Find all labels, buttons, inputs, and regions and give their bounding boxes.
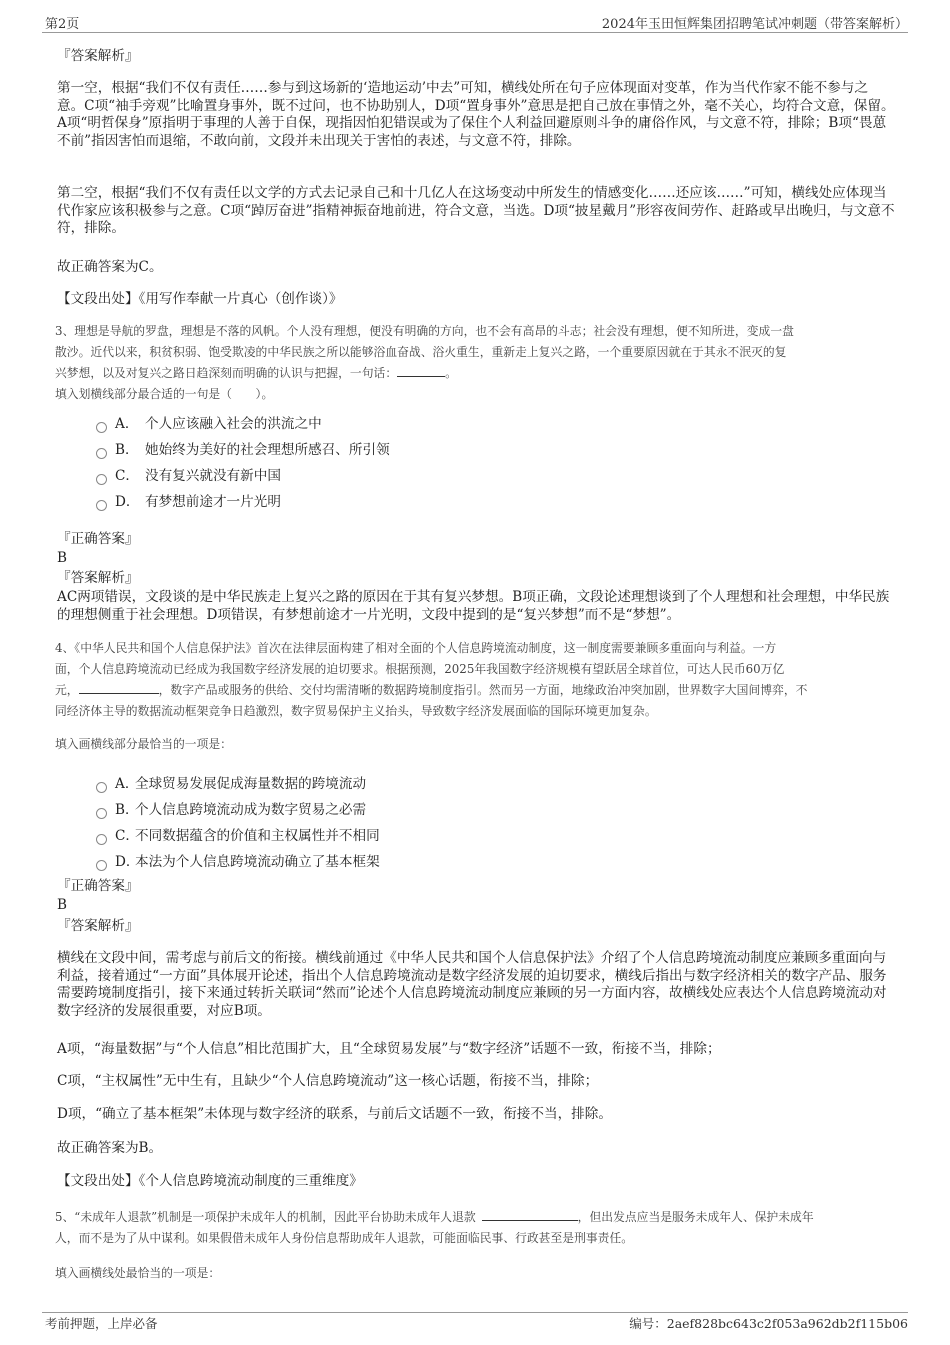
document-title: 2024年玉田恒辉集团招聘笔试冲刺题（带答案解析） (601, 17, 908, 32)
question-prompt: 填入画横线处最恰当的一项是： (55, 1266, 221, 1280)
analysis-label: 『答案解析』 (57, 918, 139, 934)
radio-icon[interactable] (96, 782, 107, 793)
footer-slogan: 考前押题，上岸必备 (45, 1316, 158, 1331)
source-citation: 【文段出处】《用写作奉献一片真心（创作谈）》 (57, 291, 343, 307)
stem-line: 4、《中华人民共和国个人信息保护法》首次在法律层面构建了相对全面的个人信息跨境流动制度，这一制度需要兼顾多重面向与利益。一方 (55, 641, 777, 655)
analysis-paragraph: 第一空，根据“我们不仅有责任……参与到这场新的‘造地运动’中去”可知，横线处所在句子应体现面对变革，作为当代作家不能不参与之意。C项“袖手旁观”比喻置身事外，既不过问，也不协助别人，D项“置身事外”意思是把自己放在事情之外，毫不关心，均符合文意，保留。A项“明哲保身”原指明于事理的人善于自保，现指因怕犯错误或为了保住个人利益回避原则斗争的庸俗作风，与文意不符，排除；B项“畏葸不前”指因害怕而退缩，不敢向前，文段并未出现关于害怕的表述，与文意不符，排除。 (57, 80, 895, 149)
option-d[interactable]: D．本法为个人信息跨境流动确立了基本框架 (96, 850, 380, 871)
header-divider (42, 32, 908, 33)
source-citation: 【文段出处】《个人信息跨境流动制度的三重维度》 (57, 1173, 363, 1189)
correct-answer: B (57, 897, 67, 913)
stem-line: 面，个人信息跨境流动已经成为我国数字经济发展的迫切要求。根据预测，2025年我国数字经济规模有望跃居全球首位，可达人民币60万亿 (55, 662, 785, 676)
question-prompt: 填入画横线部分最恰当的一项是： (55, 737, 232, 751)
analysis-paragraph: AC两项错误，文段谈的是中华民族走上复兴之路的原因在于其有复兴梦想。B项正确，文段论述理想谈到了个人理想和社会理想，中华民族的理想侧重于社会理想。D项错误，有梦想前途才一片光明，文段中提到的是“复兴梦想”而不是“梦想”。 (57, 589, 890, 623)
radio-icon[interactable] (96, 474, 107, 485)
analysis-paragraph: 横线在文段中间，需考虑与前后文的衔接。横线前通过《中华人民共和国个人信息保护法》介绍了个人信息跨境流动制度应兼顾多重面向与利益，接着通过“一方面”具体展开论述，指出个人信息跨境流动是数字经济发展的迫切要求，横线后指出与数字经济相关的数字产品、服务需要跨境制度指引，接下来通过转折关联词“然而”论述个人信息跨境流动制度应兼顾的另一方面内容，故横线处应表达个人信息跨境流动对数字经济的发展很重要，对应B项。 (57, 950, 887, 1019)
question-stem (55, 321, 900, 405)
stem-line: 3、理想是导航的罗盘，理想是不落的风帆。个人没有理想，便没有明确的方向，也不会有高昂的斗志；社会没有理想，便不知所进，变成一盘 (55, 324, 794, 338)
answer-blank (397, 364, 445, 377)
analysis-conclusion: 故正确答案为B。 (57, 1140, 163, 1156)
answer-blank (79, 681, 159, 694)
radio-icon[interactable] (96, 860, 107, 871)
radio-icon[interactable] (96, 834, 107, 845)
document-id: 编号：2aef828bc643c2f053a962db2f115b06 (629, 1316, 908, 1331)
option-analysis: A项，“海量数据”与“个人信息”相比范围扩大，且“全球贸易发展”与“数字经济”话题不一致，衔接不当，排除； (57, 1041, 721, 1057)
correct-answer-label: 『正确答案』 (57, 531, 139, 547)
correct-answer: B (57, 550, 67, 566)
stem-line: 同经济体主导的数据流动框架竞争日趋激烈，数字贸易保护主义抬头，导致数字经济发展面临的国际环境更加复杂。 (55, 704, 657, 718)
stem-line: 兴梦想，以及对复兴之路日趋深刻而明确的认识与把握，一句话： 。 (55, 366, 457, 380)
option-d[interactable]: D． 有梦想前途才一片光明 (96, 490, 281, 511)
option-analysis: C项，“主权属性”无中生有，且缺少“个人信息跨境流动”这一核心话题，衔接不当，排除； (57, 1073, 599, 1089)
option-a[interactable]: A． 个人应该融入社会的洪流之中 (96, 412, 322, 433)
option-a[interactable]: A．全球贸易发展促成海量数据的跨境流动 (96, 772, 366, 793)
correct-answer-label: 『正确答案』 (57, 878, 139, 894)
radio-icon[interactable] (96, 808, 107, 819)
stem-line: 散沙。近代以来，积贫积弱、饱受欺凌的中华民族之所以能够浴血奋战、浴火重生，重新走上复兴之路，一个重要原因就在于其永不泯灭的复 (55, 345, 787, 359)
option-analysis: D项，“确立了基本框架”未体现与数字经济的联系，与前后文话题不一致，衔接不当，排除。 (57, 1106, 612, 1122)
radio-icon[interactable] (96, 422, 107, 433)
option-b[interactable]: B． 她始终为美好的社会理想所感召、所引领 (96, 438, 390, 459)
question-prompt: 填入划横线部分最合适的一句是（ ）。 (55, 387, 274, 401)
question-stem (55, 1207, 900, 1249)
footer-divider (42, 1312, 908, 1313)
page-number: 第2页 (45, 17, 80, 32)
stem-line: 元， ，数字产品或服务的供给、交付均需清晰的数据跨境制度指引。然而另一方面，地缘政治冲突加剧，世界数字大国间博弈，不 (55, 683, 808, 697)
analysis-paragraph: 第二空，根据“我们不仅有责任以文学的方式去记录自己和十几亿人在这场变动中所发生的情感变化……还应该……”可知，横线处应体现当代作家应该积极参与之意。C项“踔厉奋进”指精神振奋地前进，符合文意，当选。D项“披星戴月”形容夜间劳作、赶路或早出晚归，与文意不符，排除。 (57, 185, 895, 236)
answer-blank (482, 1208, 578, 1221)
stem-line: 5、“未成年人退款”机制是一项保护未成年人的机制，因此平台协助未成年人退款 ，但出发点应当是服务未成年人、保护未成年 (55, 1210, 814, 1224)
option-c[interactable]: C． 没有复兴就没有新中国 (96, 464, 281, 485)
analysis-label: 『答案解析』 (57, 570, 139, 586)
radio-icon[interactable] (96, 500, 107, 511)
question-stem (55, 638, 900, 722)
option-c[interactable]: C．不同数据蕴含的价值和主权属性并不相同 (96, 824, 380, 845)
radio-icon[interactable] (96, 448, 107, 459)
stem-line: 人，而不是为了从中谋利。如果假借未成年人身份信息帮助成年人退款，可能面临民事、行政甚至是刑事责任。 (55, 1231, 634, 1245)
analysis-conclusion: 故正确答案为C。 (57, 259, 163, 275)
option-b[interactable]: B．个人信息跨境流动成为数字贸易之必需 (96, 798, 366, 819)
analysis-label: 『答案解析』 (57, 48, 139, 64)
